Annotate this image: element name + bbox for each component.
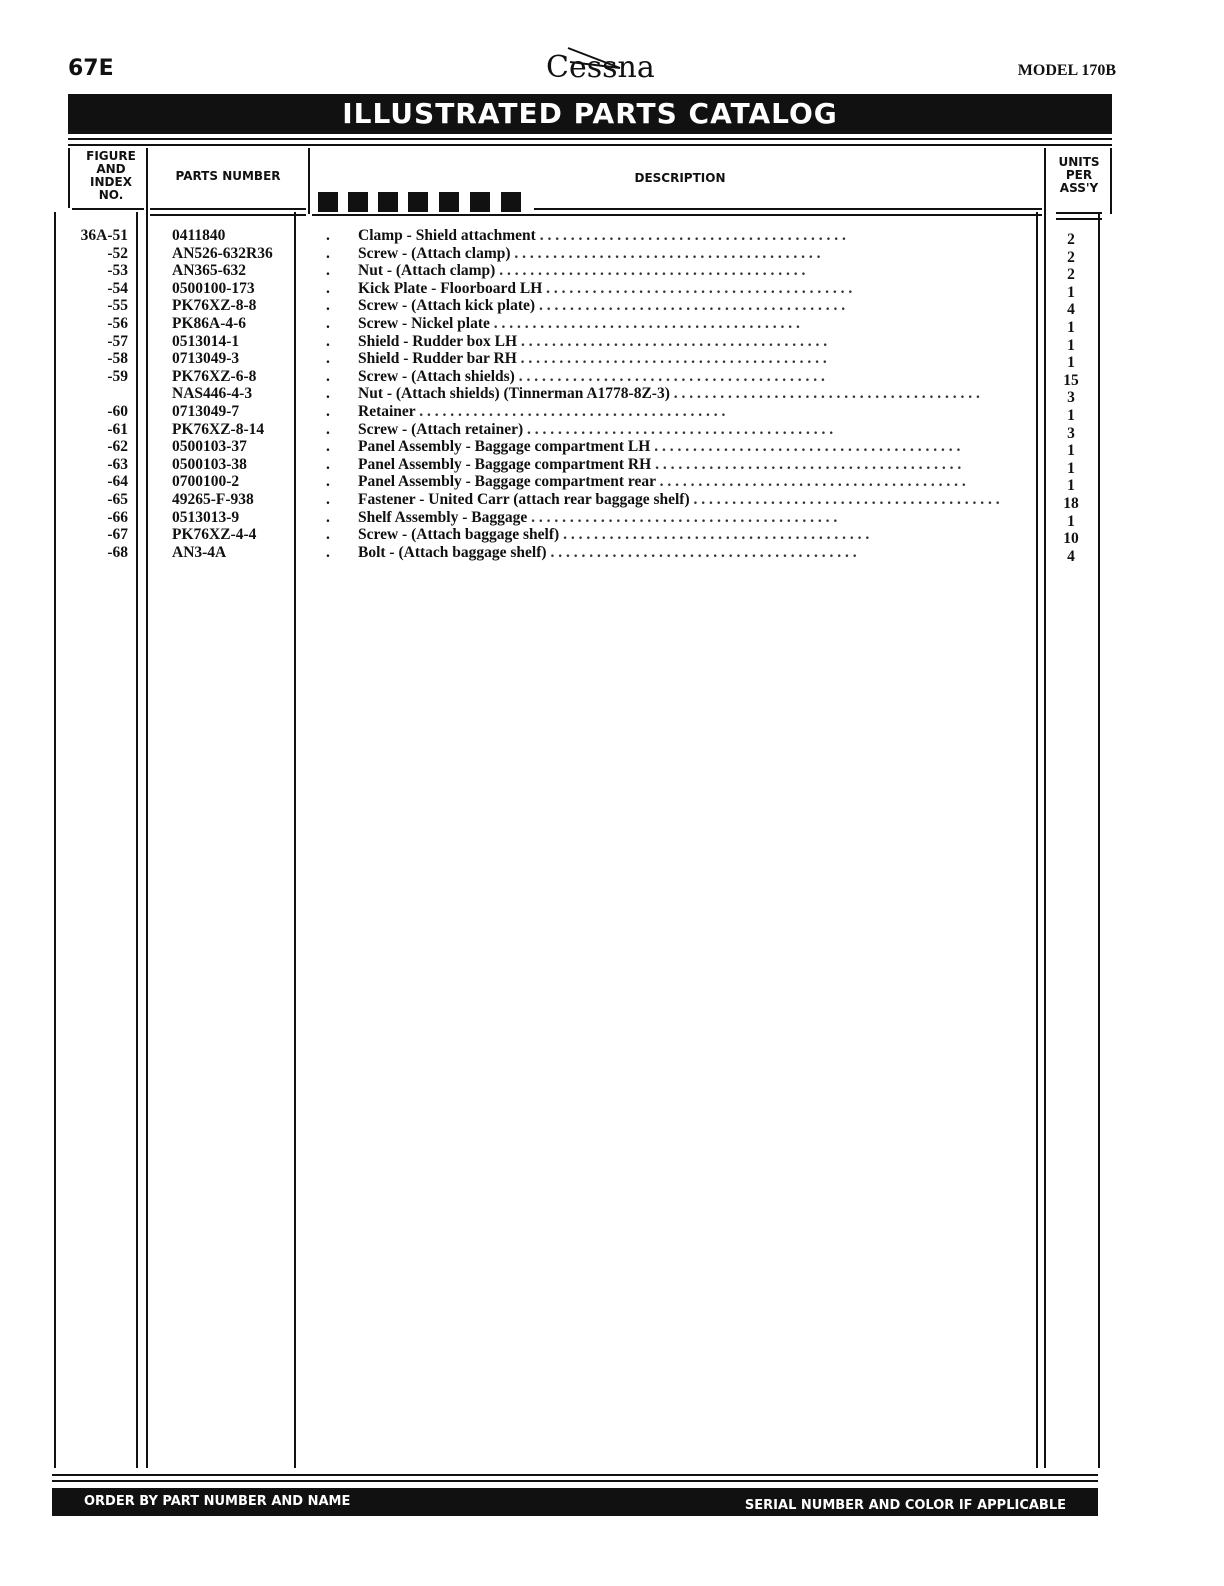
dot-leader: . . . . . . . . . . . . . . . . . . . . . . . . . . . . . . . . . . . . . . . . bbox=[650, 438, 961, 456]
description-text: Panel Assembly - Baggage compartment RH bbox=[358, 455, 652, 473]
part-description bbox=[358, 280, 1038, 298]
head-rule-fig bbox=[72, 208, 144, 210]
title-rule-2 bbox=[68, 144, 1112, 146]
units-per-assembly: 1 bbox=[1067, 407, 1075, 424]
table-row bbox=[0, 473, 1224, 495]
description-text: Panel Assembly - Baggage compartment rear bbox=[358, 473, 656, 491]
units-per-assembly: 1 bbox=[1067, 354, 1075, 372]
marker-square bbox=[378, 192, 398, 212]
description-text: Shield - Rudder bar RH bbox=[358, 350, 517, 368]
row-bullet: . bbox=[326, 543, 330, 561]
model-label: MODEL 170B bbox=[1017, 62, 1116, 79]
units-per-assembly: 18 bbox=[1063, 495, 1079, 512]
marker-square bbox=[318, 192, 338, 212]
part-number: PK76XZ-4-4 bbox=[172, 526, 257, 544]
description-text: Screw - (Attach retainer) bbox=[358, 420, 524, 438]
units-per-assembly: 15 bbox=[1063, 371, 1079, 389]
units-header-line: ASS'Y bbox=[1059, 181, 1099, 195]
footer-rule-2 bbox=[52, 1480, 1098, 1482]
table-row bbox=[0, 385, 1224, 407]
dot-leader: . . . . . . . . . . . . . . . . . . . . . . . . . . . . . . . . . . . . . . . . bbox=[415, 403, 726, 420]
units-per-assembly: 2 bbox=[1067, 266, 1075, 284]
brand-name: Cessna bbox=[546, 50, 655, 85]
part-description bbox=[358, 333, 1038, 351]
part-number: AN526-632R36 bbox=[172, 244, 273, 262]
part-number: PK76XZ-8-8 bbox=[172, 297, 257, 315]
dot-leader: . . . . . . . . . . . . . . . . . . . . . . . . . . . . . . . . . . . . . . . . bbox=[523, 420, 834, 438]
part-description bbox=[358, 385, 1038, 403]
description-column-header: DESCRIPTION bbox=[634, 171, 726, 185]
head-rule-units-2 bbox=[1056, 218, 1102, 220]
part-number: 0513014-1 bbox=[172, 332, 240, 350]
units-column-header bbox=[1050, 156, 1108, 195]
units-per-assembly: 1 bbox=[1067, 319, 1075, 336]
part-description bbox=[358, 526, 1038, 544]
dot-leader: . . . . . . . . . . . . . . . . . . . . . . . . . . . . . . . . . . . . . . . . bbox=[535, 297, 846, 315]
description-text: Clamp - Shield attachment bbox=[358, 227, 536, 244]
table-row bbox=[0, 262, 1224, 284]
row-bullet: . bbox=[326, 262, 330, 280]
part-number: 0500103-38 bbox=[172, 455, 247, 473]
table-row bbox=[0, 526, 1224, 548]
row-bullet: . bbox=[326, 420, 330, 438]
part-description bbox=[358, 368, 1038, 386]
dot-leader: . . . . . . . . . . . . . . . . . . . . . . . . . . . . . . . . . . . . . . . . bbox=[489, 315, 800, 332]
row-bullet: . bbox=[326, 473, 330, 491]
description-text: Panel Assembly - Baggage compartment LH bbox=[358, 438, 651, 456]
figure-index: -64 bbox=[107, 473, 128, 491]
footer-serial-note: SERIAL NUMBER AND COLOR IF APPLICABLE bbox=[744, 1498, 1066, 1513]
part-number: NAS446-4-3 bbox=[172, 385, 253, 403]
units-per-assembly: 2 bbox=[1067, 231, 1075, 248]
title-rule bbox=[68, 138, 1112, 140]
part-description bbox=[358, 421, 1038, 439]
part-number: 49265-F-938 bbox=[172, 491, 254, 508]
part-description bbox=[358, 509, 1038, 527]
units-per-assembly: 4 bbox=[1067, 547, 1075, 565]
table-row bbox=[0, 332, 1224, 354]
description-text: Nut - (Attach shields) (Tinnerman A1778-8Z-3) bbox=[358, 385, 670, 403]
page-number: 67E bbox=[68, 56, 114, 81]
table-row bbox=[0, 455, 1224, 477]
part-description bbox=[358, 438, 1038, 456]
head-rule-part-2 bbox=[150, 214, 306, 216]
part-description bbox=[358, 350, 1038, 368]
units-per-assembly: 4 bbox=[1067, 301, 1075, 319]
dot-leader: . . . . . . . . . . . . . . . . . . . . . . . . . . . . . . . . . . . . . . . . bbox=[651, 455, 962, 473]
figure-index: -65 bbox=[107, 491, 128, 508]
units-per-assembly: 1 bbox=[1067, 336, 1075, 354]
head-rule-units bbox=[1056, 212, 1102, 214]
table-row bbox=[0, 403, 1224, 424]
table-row bbox=[0, 491, 1224, 512]
part-number: 0700100-2 bbox=[172, 473, 240, 491]
page-title: ILLUSTRATED PARTS CATALOG bbox=[68, 94, 1112, 134]
units-per-assembly: 10 bbox=[1063, 530, 1079, 548]
part-description bbox=[358, 403, 1038, 421]
dot-leader: . . . . . . . . . . . . . . . . . . . . . . . . . . . . . . . . . . . . . . . . bbox=[514, 367, 825, 385]
part-number: 0713049-3 bbox=[172, 350, 240, 368]
description-text: Kick Plate - Floorboard LH bbox=[358, 279, 543, 297]
part-description bbox=[358, 245, 1038, 263]
figure-index: 36A-51 bbox=[80, 227, 128, 244]
head-rule-part bbox=[150, 208, 306, 210]
figure-index: -67 bbox=[107, 526, 128, 544]
col-rule-0-top bbox=[68, 148, 70, 208]
row-bullet: . bbox=[326, 332, 330, 350]
dot-leader: . . . . . . . . . . . . . . . . . . . . . . . . . . . . . . . . . . . . . . . . bbox=[559, 526, 870, 544]
part-number-column-header: PARTS NUMBER bbox=[175, 169, 281, 183]
part-description bbox=[358, 456, 1038, 474]
dot-leader: . . . . . . . . . . . . . . . . . . . . . . . . . . . . . . . . . . . . . . . . bbox=[542, 279, 853, 297]
dot-leader: . . . . . . . . . . . . . . . . . . . . . . . . . . . . . . . . . . . . . . . . bbox=[655, 473, 966, 491]
figure-index: -68 bbox=[107, 543, 128, 561]
figure-index: -62 bbox=[107, 438, 128, 456]
head-rule-desc-2 bbox=[312, 214, 1042, 216]
row-bullet: . bbox=[326, 403, 330, 420]
units-per-assembly: 2 bbox=[1067, 248, 1075, 266]
description-text: Shelf Assembly - Baggage bbox=[358, 508, 528, 526]
figure-index: -59 bbox=[107, 367, 128, 385]
part-description bbox=[358, 297, 1038, 315]
units-per-assembly: 1 bbox=[1067, 512, 1075, 530]
figure-index: -53 bbox=[107, 262, 128, 280]
part-number: PK76XZ-6-8 bbox=[172, 367, 257, 385]
dot-leader: . . . . . . . . . . . . . . . . . . . . . . . . . . . . . . . . . . . . . . . . bbox=[510, 244, 821, 262]
row-bullet: . bbox=[326, 385, 330, 403]
dot-leader: . . . . . . . . . . . . . . . . . . . . . . . . . . . . . . . . . . . . . . . . bbox=[669, 385, 980, 403]
part-number: PK76XZ-8-14 bbox=[172, 420, 265, 438]
figure-header-line: AND bbox=[96, 162, 126, 176]
description-text: Screw - (Attach clamp) bbox=[358, 244, 511, 262]
units-per-assembly: 1 bbox=[1067, 442, 1075, 460]
marker-square bbox=[470, 192, 490, 212]
row-bullet: . bbox=[326, 315, 330, 332]
description-text: Screw - Nickel plate bbox=[358, 315, 490, 332]
figure-index: -57 bbox=[107, 332, 128, 350]
description-text: Fastener - United Carr (attach rear baggage shelf) bbox=[358, 491, 690, 508]
part-number: AN3-4A bbox=[172, 543, 227, 561]
units-header-line: PER bbox=[1065, 168, 1093, 182]
table-row bbox=[0, 543, 1224, 565]
table-row bbox=[0, 420, 1224, 442]
units-per-assembly: 1 bbox=[1067, 459, 1075, 477]
part-number: 0513013-9 bbox=[172, 508, 240, 526]
description-text: Screw - (Attach baggage shelf) bbox=[358, 526, 560, 544]
units-per-assembly: 3 bbox=[1067, 389, 1075, 407]
marker-square bbox=[408, 192, 428, 212]
row-bullet: . bbox=[326, 350, 330, 368]
row-bullet: . bbox=[326, 491, 330, 508]
table-row bbox=[0, 279, 1224, 301]
figure-index: -60 bbox=[107, 403, 128, 420]
figure-column-header bbox=[80, 150, 142, 202]
part-description bbox=[358, 315, 1038, 333]
table-row bbox=[0, 508, 1224, 530]
part-number: AN365-632 bbox=[172, 262, 247, 280]
part-description bbox=[358, 544, 1038, 562]
part-number: 0713049-7 bbox=[172, 403, 240, 420]
part-description bbox=[358, 227, 1038, 245]
dot-leader: . . . . . . . . . . . . . . . . . . . . . . . . . . . . . . . . . . . . . . . . bbox=[527, 508, 838, 526]
row-bullet: . bbox=[326, 438, 330, 456]
row-bullet: . bbox=[326, 367, 330, 385]
row-bullet: . bbox=[326, 526, 330, 544]
figure-index: -58 bbox=[107, 350, 128, 368]
footer-bar bbox=[52, 1488, 1098, 1516]
table-row bbox=[0, 350, 1224, 372]
row-bullet: . bbox=[326, 227, 330, 244]
table-row bbox=[0, 227, 1224, 248]
description-text: Screw - (Attach kick plate) bbox=[358, 297, 536, 315]
table-row bbox=[0, 315, 1224, 336]
figure-index: -63 bbox=[107, 455, 128, 473]
figure-header-line: FIGURE bbox=[86, 149, 136, 163]
dot-leader: . . . . . . . . . . . . . . . . . . . . . . . . . . . . . . . . . . . . . . . . bbox=[689, 491, 1000, 508]
units-header-line: UNITS bbox=[1058, 155, 1100, 169]
description-text: Nut - (Attach clamp) bbox=[358, 262, 496, 280]
part-number: 0411840 bbox=[172, 227, 226, 244]
footer-rule bbox=[52, 1474, 1098, 1476]
marker-square bbox=[439, 192, 459, 212]
units-per-assembly: 1 bbox=[1067, 283, 1075, 301]
dot-leader: . . . . . . . . . . . . . . . . . . . . . . . . . . . . . . . . . . . . . . . . bbox=[516, 350, 827, 368]
marker-square bbox=[348, 192, 368, 212]
figure-index: -55 bbox=[107, 297, 128, 315]
table-row bbox=[0, 297, 1224, 319]
row-bullet: . bbox=[326, 508, 330, 526]
dot-leader: . . . . . . . . . . . . . . . . . . . . . . . . . . . . . . . . . . . . . . . . bbox=[535, 227, 846, 244]
row-bullet: . bbox=[326, 244, 330, 262]
figure-index: -66 bbox=[107, 508, 128, 526]
figure-header-line: INDEX bbox=[90, 175, 132, 189]
head-rule-desc bbox=[534, 208, 1042, 210]
brand-logo bbox=[540, 40, 655, 88]
table-row bbox=[0, 367, 1224, 389]
footer-order-note: ORDER BY PART NUMBER AND NAME bbox=[84, 1494, 351, 1509]
part-number: PK86A-4-6 bbox=[172, 315, 247, 332]
col-rule-2-top bbox=[308, 148, 310, 214]
part-number: 0500100-173 bbox=[172, 279, 255, 297]
table-row bbox=[0, 244, 1224, 266]
figure-index: -52 bbox=[107, 244, 128, 262]
part-number: 0500103-37 bbox=[172, 438, 247, 456]
row-bullet: . bbox=[326, 279, 330, 297]
part-description bbox=[358, 491, 1038, 509]
part-description bbox=[358, 473, 1038, 491]
marker-square bbox=[501, 192, 521, 212]
figure-index: -61 bbox=[107, 420, 128, 438]
table-row bbox=[0, 438, 1224, 460]
figure-header-line: NO. bbox=[98, 188, 124, 202]
col-rule-4-top bbox=[1110, 148, 1112, 214]
description-text: Bolt - (Attach baggage shelf) bbox=[358, 543, 547, 561]
figure-index: -56 bbox=[107, 315, 128, 332]
description-text: Shield - Rudder box LH bbox=[358, 332, 518, 350]
dot-leader: . . . . . . . . . . . . . . . . . . . . . . . . . . . . . . . . . . . . . . . . bbox=[495, 262, 806, 280]
units-per-assembly: 1 bbox=[1067, 477, 1075, 495]
row-bullet: . bbox=[326, 297, 330, 315]
row-bullet: . bbox=[326, 455, 330, 473]
units-per-assembly: 3 bbox=[1067, 424, 1075, 442]
description-text: Screw - (Attach shields) bbox=[358, 367, 515, 385]
part-description bbox=[358, 262, 1038, 280]
dot-leader: . . . . . . . . . . . . . . . . . . . . . . . . . . . . . . . . . . . . . . . . bbox=[517, 332, 828, 350]
dot-leader: . . . . . . . . . . . . . . . . . . . . . . . . . . . . . . . . . . . . . . . . bbox=[546, 543, 857, 561]
figure-index: -54 bbox=[107, 279, 128, 297]
description-text: Retainer bbox=[358, 403, 416, 420]
